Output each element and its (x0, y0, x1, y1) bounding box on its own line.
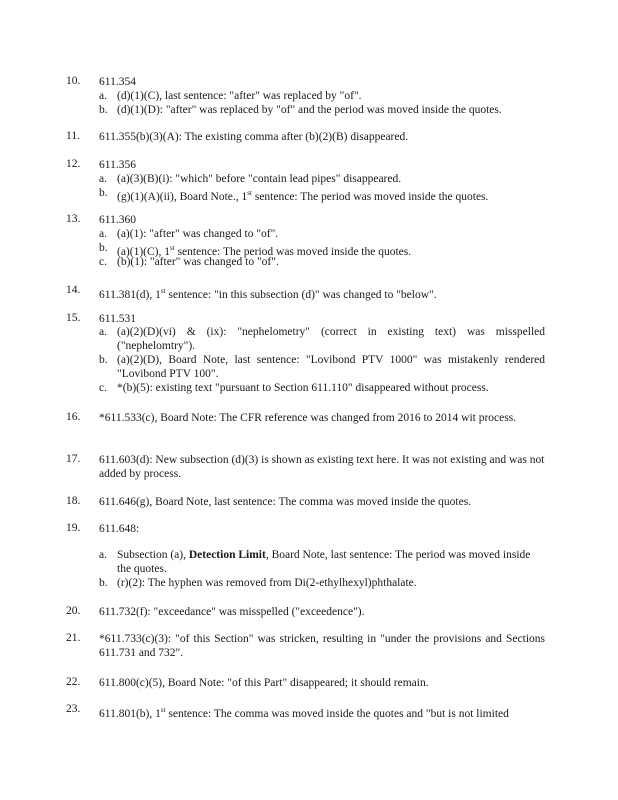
item-heading: 611.354 (99, 76, 136, 88)
item-heading: 611.531 (99, 313, 136, 325)
sub-text: (a)(2)(D), Board Note, last sentence: "Lovibond PTV 1000" was mistakenly rendered "Lovibond PTV 100". (117, 354, 545, 380)
item-number: 15. (66, 312, 81, 324)
sub-letter: b. (99, 577, 108, 589)
sub-letter: c. (99, 382, 107, 394)
item-text: 611.381(d), 1st sentence: "in this subsection (d)" was changed to "below". (99, 287, 437, 301)
item-heading: 611.356 (99, 159, 136, 171)
sub-letter: a. (99, 228, 107, 240)
item-number: 18. (66, 495, 81, 507)
item-text: 611.646(g), Board Note, last sentence: The comma was moved inside the quotes. (99, 496, 472, 508)
sub-letter: b. (99, 242, 108, 254)
sub-letter: a. (99, 90, 107, 102)
bold-term: Detection Limit (188, 549, 266, 561)
sub-letter: a. (99, 173, 107, 185)
sub-text: (d)(1)(D): "after" was replaced by "of" and the period was moved inside the quotes. (117, 104, 502, 116)
sub-text: (d)(1)(C), last sentence: "after" was replaced by "of". (117, 90, 362, 102)
item-text: 611.801(b), 1st sentence: The comma was moved inside the quotes and "but is not limited (99, 706, 509, 720)
sub-letter: a. (99, 549, 107, 561)
item-number: 16. (66, 411, 81, 423)
item-text: *611.533(c), Board Note: The CFR reference was changed from 2016 to 2014 wit process. (99, 412, 517, 424)
item-number: 17. (66, 453, 81, 465)
item-number: 14. (66, 284, 81, 296)
sub-text: *(b)(5): existing text "pursuant to Section 611.110" disappeared without process. (117, 382, 489, 394)
item-text: 611.603(d): New subsection (d)(3) is shown as existing text here. It was not existing and was not added by process. (99, 454, 545, 480)
item-text: 611.732(f): "exceedance" was misspelled ("exceedence"). (99, 606, 365, 618)
sub-letter: b. (99, 104, 108, 116)
item-text: 611.800(c)(5), Board Note: "of this Part" disappeared; it should remain. (99, 677, 429, 689)
item-heading: 611.648: (99, 523, 140, 535)
sub-text: (a)(2)(D)(vi) & (ix): "nephelometry" (correct in existing text) was misspelled ("nephelomtry"). (117, 326, 545, 352)
item-number: 11. (66, 130, 80, 142)
item-number: 13. (66, 213, 81, 225)
sub-text: (g)(1)(A)(ii), Board Note., 1st sentence: The period was moved inside the quotes. (117, 189, 489, 203)
sub-text: (b)(1): "after" was changed to "of". (117, 256, 279, 268)
sub-text: (a)(1): "after" was changed to "of". (117, 228, 279, 240)
sub-text: (a)(1)(C), 1st sentence: The period was moved inside the quotes. (117, 244, 412, 258)
item-number: 20. (66, 605, 81, 617)
item-number: 21. (66, 632, 81, 644)
sub-text: (r)(2): The hyphen was removed from Di(2-ethylhexyl)phthalate. (117, 577, 417, 589)
sub-letter: a. (99, 326, 107, 338)
sub-letter: c. (99, 256, 107, 268)
sub-text: (a)(3)(B)(i): "which" before "contain lead pipes" disappeared. (117, 173, 402, 185)
item-number: 12. (66, 158, 81, 170)
sub-letter: b. (99, 187, 108, 199)
item-number: 19. (66, 522, 81, 534)
item-text: 611.355(b)(3)(A): The existing comma after (b)(2)(B) disappeared. (99, 131, 409, 143)
item-heading: 611.360 (99, 214, 136, 226)
item-number: 10. (66, 75, 81, 87)
sub-text: Subsection (a), Detection Limit, Board Note, last sentence: The period was moved inside the quotes. (117, 549, 531, 575)
item-text: *611.733(c)(3): "of this Section" was stricken, resulting in "under the provisions and Sections 611.731 and 732". (99, 633, 545, 659)
sub-letter: b. (99, 354, 108, 366)
item-number: 22. (66, 676, 81, 688)
item-number: 23. (66, 703, 81, 715)
